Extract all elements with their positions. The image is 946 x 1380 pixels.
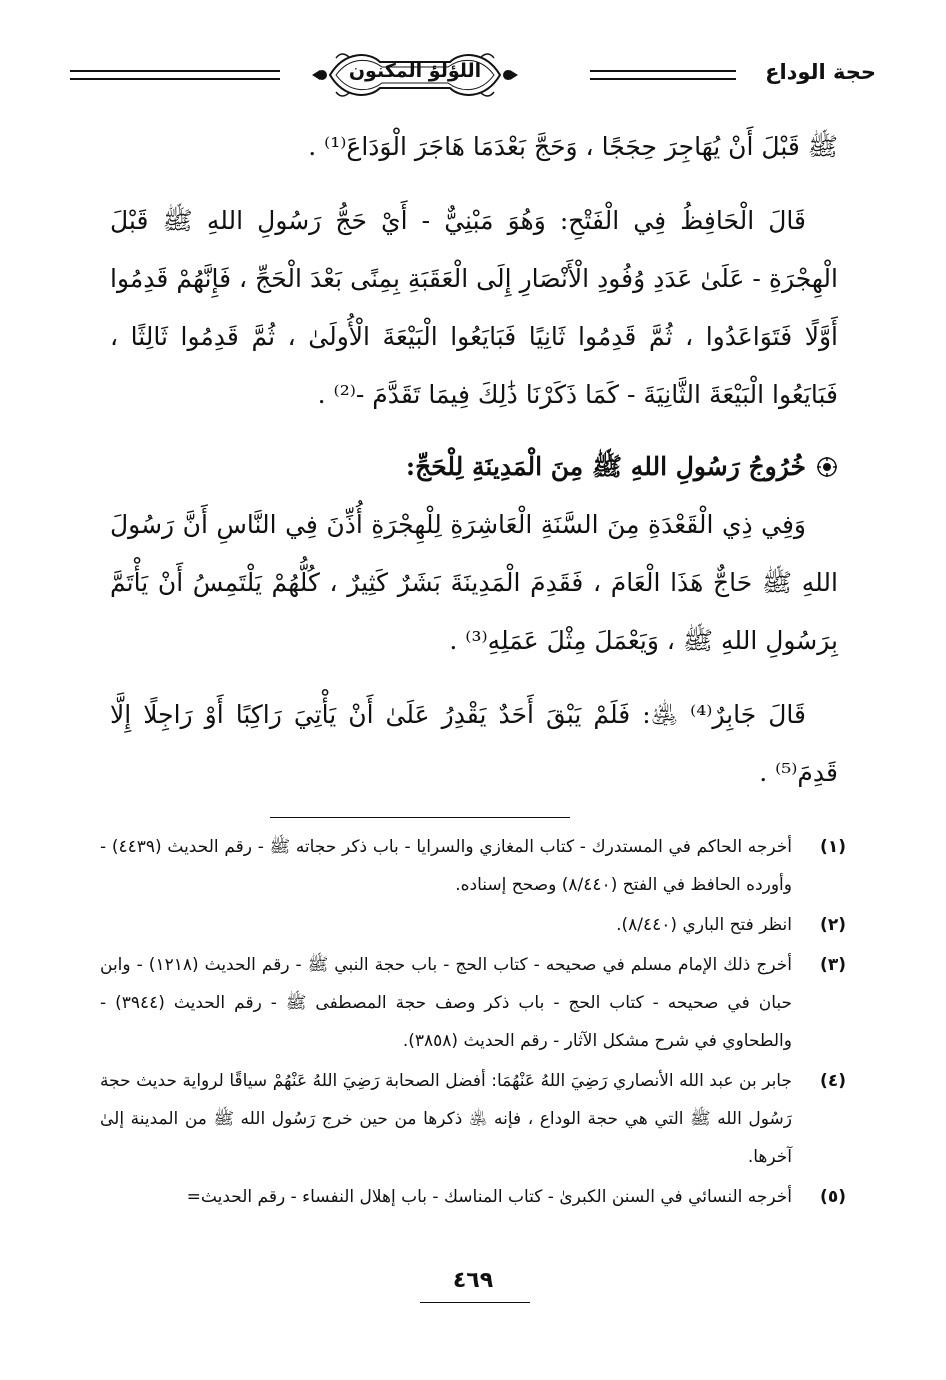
chapter-title: حجة الوداع [765,60,876,84]
book-title-cartouche [310,40,520,110]
footnote-text: أخرجه الحاكم في المستدرك - كتاب المغازي والسرايا - باب ذكر حجاته ﷺ - رقم الحديث (٤٤٣٩) - وأورده الحافظ في الفتح (٨/٤٤٠) وصحح إسناده. [100,837,792,895]
page-number-rule [420,1302,530,1303]
page-number: ٤٦٩ [452,1268,494,1293]
footnote-number: (٤) [820,1071,846,1091]
paragraph-2: قَالَ الْحَافِظُ فِي الْفَتْحِ: وَهُوَ مَبْنِيٌّ - أَيْ حَجُّ رَسُولِ اللهِ ﷺ قَبْلَ الْهِجْرَةِ - عَلَىٰ عَدَدِ وُفُودِ الْأَنْصَارِ إِلَى الْعَقَبَةِ بِمِنًى بَعْدَ الْحَجِّ ، فَإِنَّهُمْ قَدِمُوا أَوَّلًا فَتَوَاعَدُوا ، ثُمَّ قَدِمُوا ثَانِيًا فَبَايَعُوا الْبَيْعَةَ الْأُولَىٰ ، ثُمَّ قَدِمُوا ثَالِثًا ، فَبَايَعُوا الْبَيْعَةَ الثَّانِيَةَ - كَمَا ذَكَرْنَا ذَٰلِكَ فِيمَا تَقَدَّمَ -⁽²⁾ . [110,206,838,409]
footnotes [100,828,846,1218]
footnote-text: أخرجه النسائي في السنن الكبرىٰ - كتاب المناسك - باب إهلال النفساء - رقم الحديث= [186,1187,792,1207]
section-heading [110,438,838,496]
footnote-number: (٢) [820,915,846,935]
paragraph-1: ﷺ قَبْلَ أَنْ يُهَاجِرَ حِجَجًا ، وَحَجَّ بَعْدَمَا هَاجَرَ الْوَدَاعَ⁽¹⁾ . [308,132,838,161]
footnote-3 [100,946,846,1060]
header-rule-right [590,70,736,80]
main-text [110,118,838,802]
footnote-number: (٣) [820,955,846,975]
footnote-text: جابر بن عبد الله الأنصاري رَضِيَ اللهُ عَنْهُمَا: أفضل الصحابة رَضِيَ اللهُ عَنْهُمْ سياقًا لرواية حديث حجة رَسُول الله ﷺ التي هي حجة الوداع ، فإنه ﵁ ذكرها من حين خرج رَسُول الله ﷺ من المدينة إلىٰ آخرها. [100,1071,792,1167]
footnote-number: (٥) [820,1187,846,1207]
header-rule-left [70,70,280,80]
footnote-1 [100,828,846,904]
footnote-text: انظر فتح الباري (٨/٤٤٠). [616,915,792,935]
footnote-5 [100,1178,846,1216]
paragraph-3: وَفِي ذِي الْقَعْدَةِ مِنَ السَّنَةِ الْعَاشِرَةِ لِلْهِجْرَةِ أُذِّنَ فِي النَّاسِ أَنَّ رَسُولَ اللهِ ﷺ حَاجٌّ هَذَا الْعَامَ ، فَقَدِمَ الْمَدِينَةَ بَشَرٌ كَثِيرٌ ، كُلُّهُمْ يَلْتَمِسُ أَنْ يَأْتَمَّ بِرَسُولِ اللهِ ﷺ ، وَيَعْمَلَ مِثْلَ عَمَلِهِ⁽³⁾ . [110,510,838,655]
section-heading-text: خُرُوجُ رَسُولِ اللهِ ﷺ مِنَ الْمَدِينَةِ لِلْحَجِّ: [405,452,806,481]
footnote-2 [100,906,846,944]
footnote-4 [100,1062,846,1176]
paragraph-4: قَالَ جَابِرٌ⁽⁴⁾ ﵁: فَلَمْ يَبْقَ أَحَدٌ يَقْدِرُ عَلَىٰ أَنْ يَأْتِيَ رَاكِبًا أَوْ رَاجِلًا إِلَّا قَدِمَ⁽⁵⁾ . [110,700,838,787]
flower-ornament-icon [816,456,838,478]
running-header [70,40,876,110]
footnote-text: أخرج ذلك الإمام مسلم في صحيحه - كتاب الحج - باب حجة النبي ﷺ - رقم الحديث (١٢١٨) - وابن حبان في صحيحه - كتاب الحج - باب ذكر وصف حجة المصطفى ﷺ - رقم الحديث (٣٩٤٤) - والطحاوي في شرح مشكل الآثار - رقم الحديث (٣٨٥٨). [100,955,793,1051]
book-title: اللؤلؤ المكنون [348,60,482,82]
footnote-number: (١) [820,837,846,857]
footnote-separator [270,817,570,818]
